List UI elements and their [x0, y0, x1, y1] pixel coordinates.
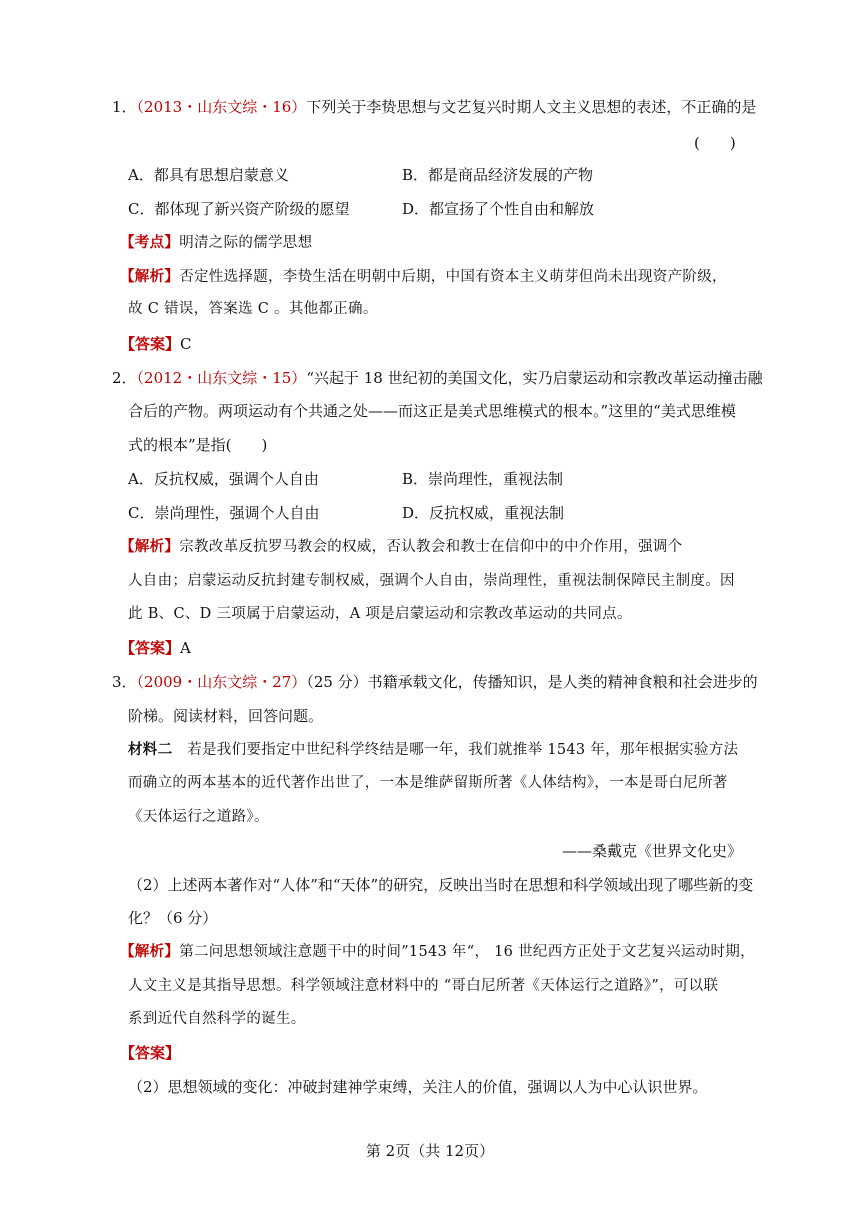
question-2-analysis-line-1 [120, 536, 682, 558]
question-1-analysis-line-2: 故 C 错误，答案选 C 。其他都正确。 [128, 301, 378, 317]
analysis-label: 【解析】 [120, 268, 180, 285]
question-3-analysis-line-1 [120, 941, 755, 963]
analysis-label: 【解析】 [120, 943, 180, 960]
answer-label: 【答案】 [120, 639, 181, 657]
question-3-stem-text: （25 分）书籍承载文化，传播知识，是人类的精神食粮和社会进步的 [306, 673, 758, 691]
question-1-answer [120, 333, 192, 355]
question-3-sub-question-line-2: 化？（6 分） [128, 909, 218, 927]
question-1-option-c: C．都体现了新兴资产阶级的愿望 [128, 200, 350, 218]
question-1-source: （2013・山东文综・16） [136, 98, 307, 116]
question-1-option-d: D．都宣扬了个性自由和解放 [402, 200, 595, 218]
kaodian-label: 【考点】 [120, 234, 180, 251]
page-footer: 第 2页（共 12页） [365, 1142, 495, 1160]
answer-label: 【答案】 [120, 1044, 181, 1062]
material-line-1 [128, 739, 738, 761]
question-3-stem-line-2: 阶梯。阅读材料，回答问题。 [128, 707, 324, 725]
question-1-stem-line [112, 96, 756, 118]
material-line-2: 而确立的两本基本的近代著作出世了，一本是维萨留斯所著《人体结构》，一本是哥白尼所著 [128, 775, 728, 791]
material-line-3: 《天体运行之道路》。 [128, 809, 269, 825]
question-2-source: （2012・山东文综・15） [136, 369, 307, 387]
question-2-stem-line-2: 合后的产物。两项运动有个共通之处——而这正是美式思维模式的根本。”这里的“美式思维模 [128, 402, 736, 420]
kaodian-text: 明清之际的儒学思想 [179, 235, 313, 251]
question-1-option-a: A．都具有思想启蒙意义 [128, 166, 289, 184]
answer-text: C [180, 335, 192, 353]
answer-label: 【答案】 [120, 335, 181, 353]
material-label: 材料二 [128, 741, 173, 758]
question-3-answer-label [120, 1042, 180, 1064]
question-2-number: 2． [112, 369, 137, 387]
answer-text: A [180, 639, 191, 657]
analysis-text: 宗教改革反抗罗马教会的权威，否认教会和教士在信仰中的中介作用，强调个 [179, 539, 683, 555]
question-3-sub-question-line-1: （2）上述两本著作对“人体”和“天体”的研究，反映出当时在思想和科学领域出现了哪些新的变 [128, 876, 754, 894]
question-2-analysis-line-2: 人自由；启蒙运动反抗封建专制权威，强调个人自由，崇尚理性，重视法制保障民主制度。因 [128, 573, 735, 589]
material-citation: ——桑戴克《世界文化史》 [562, 842, 743, 860]
question-2-stem-line-3: 式的根本”是指( ) [128, 436, 268, 454]
question-2-stem-line-1 [112, 367, 763, 389]
question-1-stem: 下列关于李贽思想与文艺复兴时期人文主义思想的表述，不正确的是 [306, 98, 757, 116]
question-3-answer-line-1: （2）思想领域的变化：冲破封建神学束缚，关注人的价值，强调以人为中心认识世界。 [128, 1078, 708, 1096]
question-2-stem-text: “兴起于 18 世纪初的美国文化，实乃启蒙运动和宗教改革运动撞击融 [306, 369, 763, 387]
analysis-text: 否定性选择题，李贽生活在明朝中后期，中国有资本主义萌芽但尚未出现资产阶级， [179, 269, 727, 285]
question-1-number: 1． [112, 98, 137, 116]
question-1-option-b: B．都是商品经济发展的产物 [402, 166, 594, 184]
question-2-option-a: A．反抗权威，强调个人自由 [128, 470, 319, 488]
question-3-source: （2009・山东文综・27） [136, 673, 307, 691]
question-2-option-b: B．崇尚理性，重视法制 [402, 470, 564, 488]
analysis-text: 第二问思想领域注意题干中的时间”1543 年“， 16 世纪西方正处于文艺复兴运动时期， [179, 944, 755, 960]
question-3-stem-line-1 [112, 671, 758, 693]
question-2-analysis-line-3: 此 B、C、D 三项属于启蒙运动，A 项是启蒙运动和宗教改革运动的共同点。 [128, 606, 632, 622]
question-3-number: 3． [112, 673, 137, 691]
question-3-analysis-line-3: 系到近代自然科学的诞生。 [128, 1011, 306, 1027]
question-1-analysis-line-1 [120, 266, 727, 288]
question-2-option-c: C．崇尚理性，强调个人自由 [128, 504, 320, 522]
question-1-answer-parentheses: ( ) [694, 134, 736, 152]
question-2-option-d: D．反抗权威，重视法制 [402, 504, 565, 522]
analysis-label: 【解析】 [120, 538, 180, 555]
question-2-answer [120, 637, 191, 659]
question-1-kaodian [120, 232, 312, 254]
material-text: 若是我们要指定中世纪科学终结是哪一年，我们就推举 1543 年，那年根据实验方法 [172, 742, 739, 758]
question-3-analysis-line-2: 人文主义是其指导思想。科学领域注意材料中的 “哥白尼所著《天体运行之道路》”，可以联 [128, 978, 719, 994]
